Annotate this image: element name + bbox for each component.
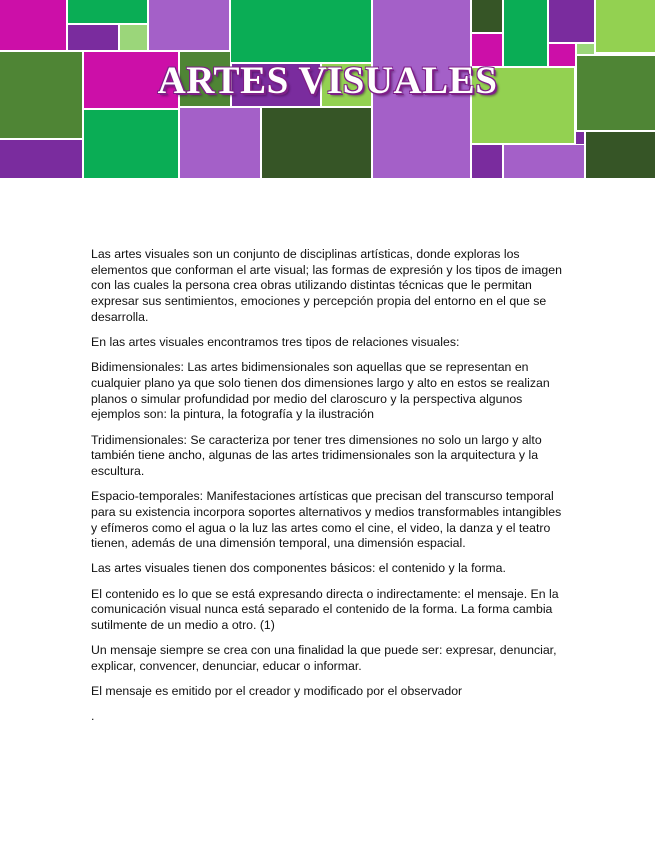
paragraph: Las artes visuales son un conjunto de disciplinas artísticas, donde exploras los elementos que conforman el arte visual; las formas de expresión y los tipos de imagen con las cuales la persona crea obras utilizando distintas técnicas que le permitan expresar sus sentimientos, emociones y percepción propia del entorno en el que se desarrolla. [91, 247, 562, 324]
mosaic-tile [149, 0, 229, 50]
mosaic-tile [120, 25, 147, 50]
mosaic-tile [180, 108, 260, 178]
mosaic-tile [472, 0, 502, 32]
paragraph: Tridimensionales: Se caracteriza por tener tres dimensiones no solo un largo y alto también tiene ancho, algunas de las artes tridimensionales son la arquitectura y la escultura. [91, 432, 542, 478]
mosaic-tile [262, 108, 371, 178]
paragraph: Un mensaje siempre se crea con una finalidad la que puede ser: expresar, denunciar, explicar, convencer, denunciar, educar o informar. [91, 643, 557, 673]
mosaic-tile [68, 25, 118, 50]
mosaic-tile [84, 110, 178, 178]
mosaic-tile [576, 132, 584, 144]
paragraph: El mensaje es emitido por el creador y modificado por el observador [91, 684, 463, 699]
paragraph: Espacio-temporales: Manifestaciones artísticas que precisan del transcurso temporal para su existencia incorpora soportes alternativos y medios transformables intangibles y efímeros como el agua o la luz las artes como el cine, el video, la danza y el teatro tienen, además de una dimensión temporal, una dimensión espacial. [91, 489, 562, 551]
mosaic-tile [596, 0, 655, 52]
mosaic-tile [504, 0, 547, 66]
mosaic-tile [586, 132, 655, 178]
mosaic-tile [231, 0, 371, 62]
paragraph: Las artes visuales tienen dos componentes básicos: el contenido y la forma. [91, 561, 506, 576]
mosaic-tile [549, 0, 594, 42]
mosaic-tile [0, 140, 82, 178]
mosaic-tile [68, 0, 147, 23]
paragraph: . [91, 709, 95, 724]
paragraph: En las artes visuales encontramos tres tipos de relaciones visuales: [91, 335, 460, 350]
header-mosaic-banner [0, 0, 655, 180]
paragraph: Bidimensionales: Las artes bidimensionales son aquellas que se representan en cualquier plano ya que solo tienen dos dimensiones largo y alto en estos se realizan planos o simular profundidad por medio del claroscuro y la perspectiva algunos ejemplos son: la pintura, la fotografía y la ilustración [91, 360, 550, 422]
mosaic-tile [577, 44, 594, 54]
mosaic-tile [472, 145, 502, 178]
paragraph: El contenido es lo que se está expresando directa o indirectamente: el mensaje. En la comunicación visual nunca está separado el contenido de la forma. La forma cambia sutilmente de un medio a otro. (1) [91, 586, 559, 633]
mosaic-tile [504, 145, 584, 178]
mosaic-tile [0, 0, 66, 50]
body-text [91, 247, 566, 735]
page-title: ARTES VISUALES [157, 59, 498, 102]
